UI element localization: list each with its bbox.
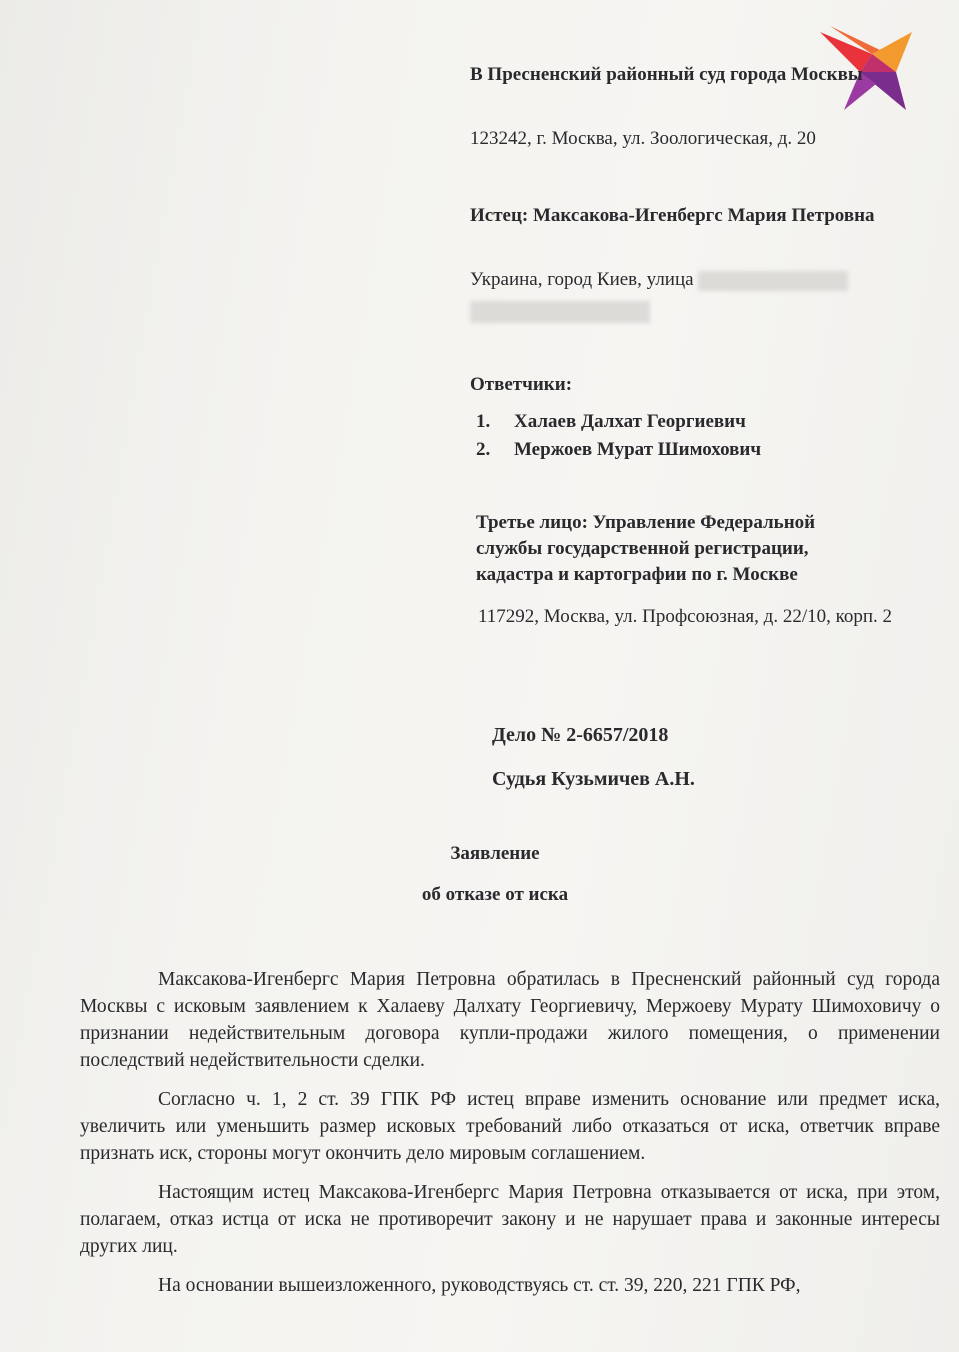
defendants-label: Ответчики: <box>470 374 573 395</box>
document-title: Заявление <box>450 843 540 864</box>
redacted-house <box>470 301 650 323</box>
defendant-item <box>470 436 890 464</box>
defendant-number: 2. <box>476 439 491 460</box>
defendant-name: Мержоев Мурат Шимохович <box>514 439 762 460</box>
judge: Судья Кузьмичев А.Н. <box>492 768 695 790</box>
plaintiff: Истец: Максакова-Игенбергс Мария Петровна <box>470 205 875 226</box>
redacted-street <box>698 271 848 291</box>
third-party-address: 117292, Москва, ул. Профсоюзная, д. 22/10, корп. 2 <box>478 606 893 627</box>
body-paragraph: На основании вышеизложенного, руководствуясь ст. ст. 39, 220, 221 ГПК РФ, <box>158 1275 801 1296</box>
body-paragraph: Настоящим истец Максакова-Игенбергс Мария Петровна отказывается от иска, при этом, полагаем, отказ истца от иска не противоречит закону и не нарушает права и законные интересы других лиц. <box>80 1182 940 1257</box>
defendants-block <box>470 372 890 464</box>
plaintiff-address-block <box>470 267 890 323</box>
defendants-list <box>470 408 890 464</box>
defendant-item <box>470 408 890 436</box>
body-paragraph: Согласно ч. 1, 2 ст. 39 ГПК РФ истец вправе изменить основание или предмет иска, увеличить или уменьшить размер исковых требований либо отказаться от иска, ответчик вправе признать иск, стороны могут окончить дело мировым соглашением. <box>80 1089 940 1164</box>
case-info <box>492 713 695 801</box>
court-address: 123242, г. Москва, ул. Зоологическая, д. 20 <box>470 128 816 149</box>
court-name: В Пресненский районный суд города Москвы <box>470 64 863 85</box>
plaintiff-address: Украина, город Киев, улица <box>470 269 694 290</box>
document-body <box>80 966 940 1311</box>
third-party: Третье лицо: Управление Федеральной службы государственной регистрации, кадастра и картографии по г. Москве <box>476 512 816 585</box>
defendant-name: Халаев Далхат Георгиевич <box>514 411 746 432</box>
defendant-number: 1. <box>476 411 491 432</box>
case-number: Дело № 2-6657/2018 <box>492 724 669 746</box>
document-subtitle: об отказе от иска <box>421 884 569 905</box>
body-paragraph: Максакова-Игенбергс Мария Петровна обратилась в Пресненский районный суд города Москвы с исковым заявлением к Халаеву Далхату Георгиевичу, Мержоеву Мурату Шимоховичу о признании недействительным договора купли-продажи жилого помещения, о применении последствий недействительности сделки. <box>80 969 940 1071</box>
